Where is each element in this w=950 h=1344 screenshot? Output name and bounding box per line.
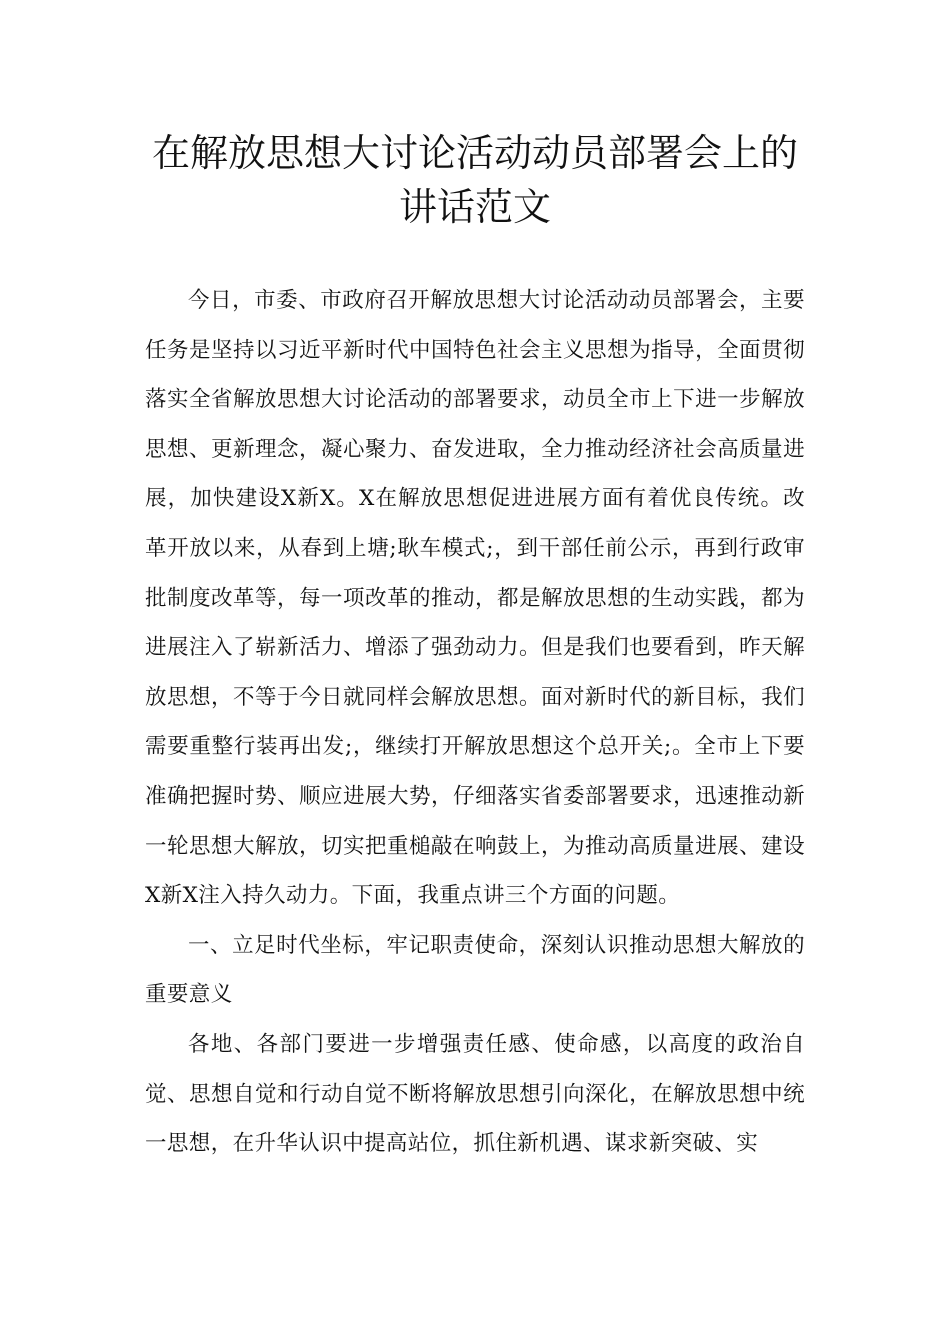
- title-line-1: 在解放思想大讨论活动动员部署会上的: [151, 131, 798, 175]
- paragraph-section-1: 各地、各部门要进一步增强责任感、使命感，以高度的政治自觉、思想自觉和行动自觉不断将解放思想引向深化，在解放思想中统一思想，在升华认识中提高站位，抓住新机遇、谋求新突破、实: [145, 1031, 805, 1157]
- document-title: [120, 126, 830, 234]
- document-body: [145, 276, 805, 1169]
- title-line-2: 讲话范文: [398, 185, 551, 229]
- section-heading-1: 一、立足时代坐标，牢记职责使命，深刻认识推动思想大解放的重要意义: [145, 932, 805, 1008]
- paragraph-intro: 今日，市委、市政府召开解放思想大讨论活动动员部署会，主要任务是坚持以习近平新时代中国特色社会主义思想为指导，全面贯彻落实全省解放思想大讨论活动的部署要求，动员全市上下进一步解放思想、更新理念，凝心聚力、奋发进取，全力推动经济社会高质量进展，加快建设X新X。X在解放思想促进进展方面有着优良传统。改革开放以来，从春到上塘;耿车模式;，到干部任前公示，再到行政审批制度改革等，每一项改革的推动，都是解放思想的生动实践，都为进展注入了崭新活力、增添了强劲动力。但是我们也要看到，昨天解放思想，不等于今日就同样会解放思想。面对新时代的新目标，我们需要重整行装再出发;，继续打开解放思想这个总开关;。全市上下要准确把握时势、顺应进展大势，仔细落实省委部署要求，迅速推动新一轮思想大解放，切实把重槌敲在响鼓上，为推动高质量进展、建设X新X注入持久动力。下面，我重点讲三个方面的问题。: [145, 288, 805, 909]
